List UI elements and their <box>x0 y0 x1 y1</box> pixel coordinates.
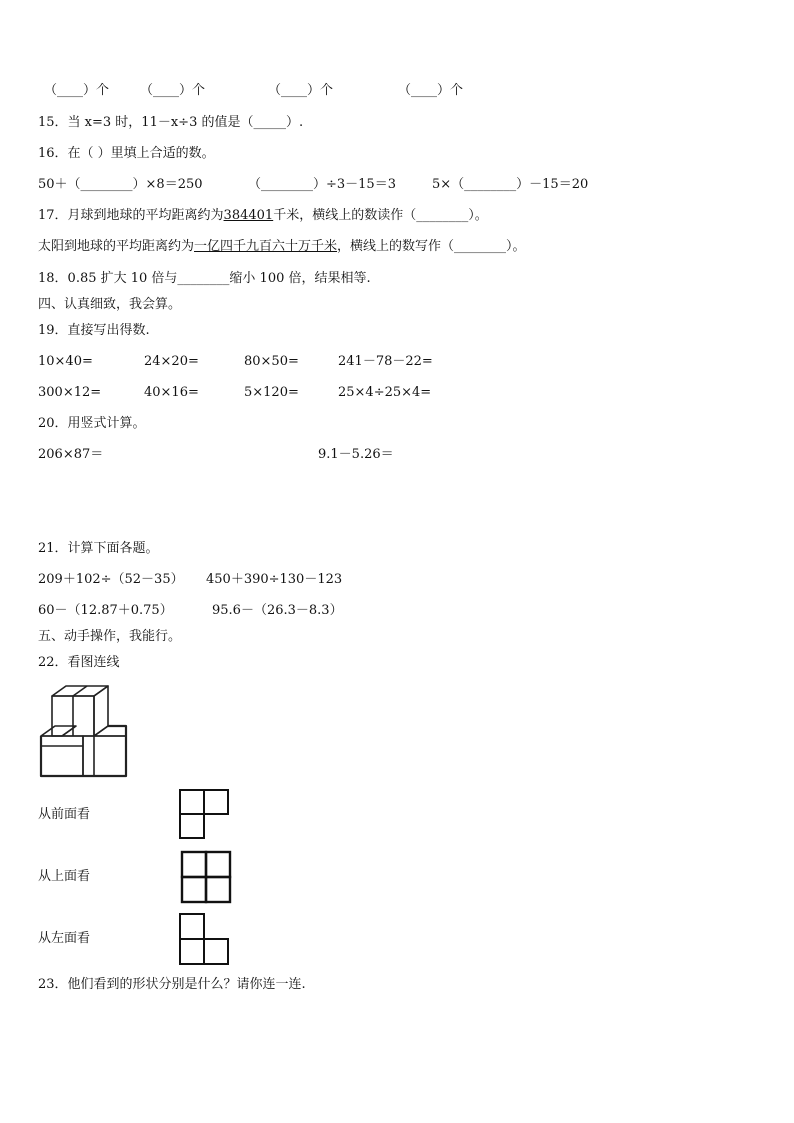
question-18: 18．0.85 扩大 10 倍与________缩小 100 倍，结果相等. <box>38 271 371 286</box>
q19-item-7: 5×120= <box>244 385 299 400</box>
view-label-left: 从左面看 <box>38 931 91 946</box>
question-21: 21．计算下面各题。 <box>38 541 159 556</box>
question-19: 19．直接写出得数. <box>38 323 150 338</box>
section-4-heading: 四、认真细致，我会算。 <box>38 297 182 312</box>
cube-stack-figure <box>38 684 130 780</box>
question-17a-prefix: 17．月球到地球的平均距离约为 <box>38 208 224 223</box>
q19-item-1: 10×40= <box>38 354 93 369</box>
q19-item-4: 241－78－22= <box>338 354 433 369</box>
answer-blank-2: （____）个 <box>140 83 206 98</box>
view-label-front: 从前面看 <box>38 807 91 822</box>
q21-item-4: 95.6－（26.3－8.3） <box>212 603 343 618</box>
q21-item-3: 60－（12.87＋0.75） <box>38 603 173 618</box>
question-20b: 9.1－5.26＝ <box>318 447 394 462</box>
front-view-shape <box>178 788 230 840</box>
question-17a <box>38 207 488 225</box>
question-17b <box>38 238 526 256</box>
question-15: 15．当 x=3 时，11－x÷3 的值是（_____）. <box>38 115 304 130</box>
question-17b-prefix: 太阳到地球的平均距离约为 <box>38 239 195 254</box>
q19-item-3: 80×50= <box>244 354 299 369</box>
q21-item-2: 450＋390÷130－123 <box>206 572 343 587</box>
view-label-top: 从上面看 <box>38 869 91 884</box>
section-5-heading: 五、动手操作，我能行。 <box>38 629 182 644</box>
q19-item-5: 300×12= <box>38 385 102 400</box>
question-16: 16．在（ ）里填上合适的数。 <box>38 146 215 161</box>
q19-item-2: 24×20= <box>144 354 199 369</box>
question-20: 20．用竖式计算。 <box>38 416 146 431</box>
left-view-shape <box>178 912 230 966</box>
question-22: 22．看图连线 <box>38 655 120 670</box>
question-16a: 50＋（________）×8＝250 <box>38 177 203 192</box>
q19-item-6: 40×16= <box>144 385 199 400</box>
question-23: 23．他们看到的形状分别是什么？请你连一连. <box>38 977 306 992</box>
question-17a-suffix: 千米，横线上的数读作（________）。 <box>273 208 488 223</box>
answer-blank-1: （____）个 <box>44 83 110 98</box>
q19-item-8: 25×4÷25×4= <box>338 385 432 400</box>
q21-item-1: 209＋102÷（52－35） <box>38 572 184 587</box>
question-17b-number: 一亿四千九百六十万千米 <box>194 239 338 254</box>
top-view-shape <box>180 850 232 904</box>
answer-blank-3: （____）个 <box>268 83 334 98</box>
question-20a: 206×87＝ <box>38 447 104 462</box>
question-16c: 5×（________）－15＝20 <box>432 177 589 192</box>
question-16b: （________）÷3－15＝3 <box>248 177 396 192</box>
answer-blank-4: （____）个 <box>398 83 464 98</box>
question-17a-number: 384401 <box>223 208 274 223</box>
question-17b-suffix: ，横线上的数写作（________）。 <box>337 239 526 254</box>
